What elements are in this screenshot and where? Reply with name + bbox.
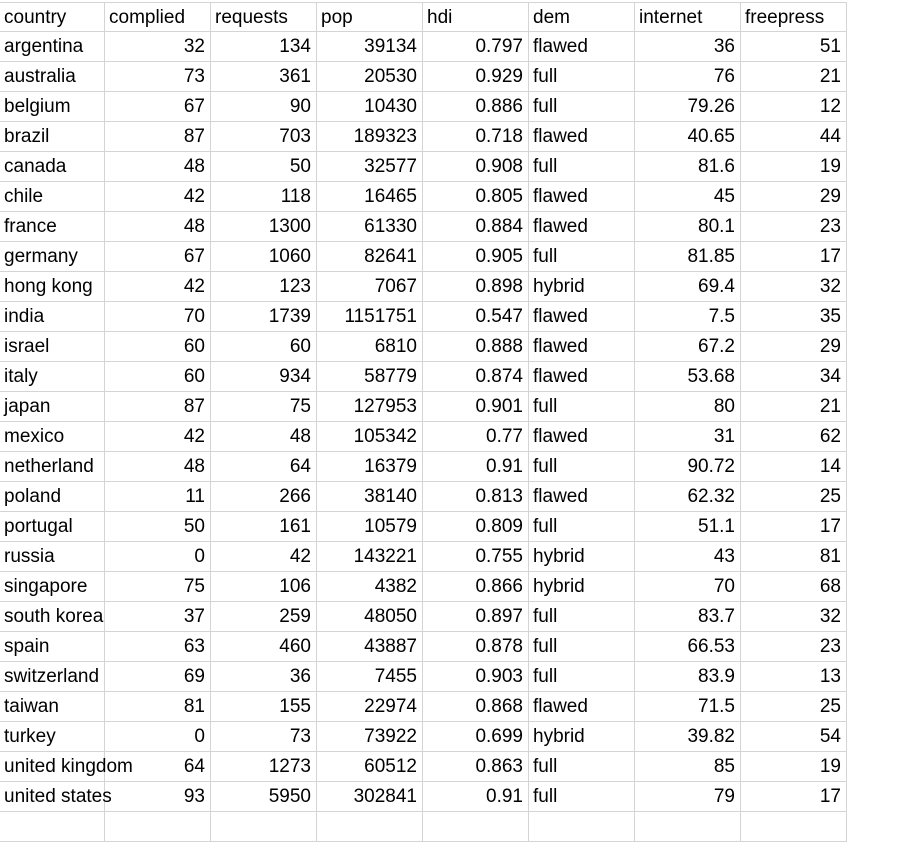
cell-freepress[interactable]: 14: [741, 452, 847, 482]
cell-dem[interactable]: full: [529, 242, 635, 272]
cell-requests[interactable]: 1273: [211, 752, 317, 782]
table-row: [0, 62, 904, 92]
cell-pop[interactable]: 6810: [317, 332, 423, 362]
cell-country[interactable]: spain: [0, 632, 105, 662]
cell-requests[interactable]: 155: [211, 692, 317, 722]
cell-freepress[interactable]: 29: [741, 332, 847, 362]
cell-pop[interactable]: 32577: [317, 152, 423, 182]
cell-dem[interactable]: full: [529, 62, 635, 92]
cell-pop[interactable]: 20530: [317, 62, 423, 92]
cell-dem[interactable]: full: [529, 452, 635, 482]
cell-internet[interactable]: 85: [635, 752, 741, 782]
table-row: [0, 182, 904, 212]
cell-pop[interactable]: 60512: [317, 752, 423, 782]
cell-freepress[interactable]: 81: [741, 542, 847, 572]
column-header-pop[interactable]: pop: [317, 2, 423, 32]
cell-internet[interactable]: 71.5: [635, 692, 741, 722]
column-header-hdi[interactable]: hdi: [423, 2, 529, 32]
table-row: [0, 482, 904, 512]
table-row: [0, 602, 904, 632]
cell-complied[interactable]: 75: [105, 572, 211, 602]
cell-requests[interactable]: 460: [211, 632, 317, 662]
cell-freepress[interactable]: 13: [741, 662, 847, 692]
cell-internet[interactable]: 43: [635, 542, 741, 572]
cell-hdi[interactable]: 0.888: [423, 332, 529, 362]
cell-complied[interactable]: 73: [105, 62, 211, 92]
cell-complied[interactable]: 32: [105, 32, 211, 62]
cell-complied[interactable]: 93: [105, 782, 211, 812]
cell-country[interactable]: united kingdom: [0, 752, 105, 782]
cell-freepress[interactable]: 51: [741, 32, 847, 62]
cell-internet[interactable]: 39.82: [635, 722, 741, 752]
cell-hdi[interactable]: 0.866: [423, 572, 529, 602]
cell-requests[interactable]: 361: [211, 62, 317, 92]
cell-internet[interactable]: 62.32: [635, 482, 741, 512]
cell-hdi[interactable]: 0.868: [423, 692, 529, 722]
cell-complied[interactable]: 64: [105, 752, 211, 782]
cell-internet[interactable]: 80.1: [635, 212, 741, 242]
cell-freepress[interactable]: 29: [741, 182, 847, 212]
cell-country[interactable]: switzerland: [0, 662, 105, 692]
cell-internet[interactable]: 76: [635, 62, 741, 92]
cell-hdi[interactable]: 0.797: [423, 32, 529, 62]
cell-freepress[interactable]: 32: [741, 272, 847, 302]
cell-freepress[interactable]: [741, 812, 847, 842]
cell-hdi[interactable]: 0.755: [423, 542, 529, 572]
cell-dem[interactable]: hybrid: [529, 572, 635, 602]
cell-country[interactable]: south korea: [0, 602, 105, 632]
cell-country[interactable]: taiwan: [0, 692, 105, 722]
table-row: [0, 452, 904, 482]
cell-dem[interactable]: flawed: [529, 212, 635, 242]
cell-requests[interactable]: 48: [211, 422, 317, 452]
cell-country[interactable]: united states: [0, 782, 105, 812]
cell-hdi[interactable]: 0.547: [423, 302, 529, 332]
cell-complied[interactable]: 48: [105, 212, 211, 242]
cell-requests[interactable]: 1300: [211, 212, 317, 242]
table-row: [0, 812, 904, 842]
cell-country[interactable]: australia: [0, 62, 105, 92]
cell-freepress[interactable]: 44: [741, 122, 847, 152]
header-row: [0, 2, 904, 32]
table-row: [0, 392, 904, 422]
cell-internet[interactable]: 90.72: [635, 452, 741, 482]
cell-country[interactable]: canada: [0, 152, 105, 182]
cell-country[interactable]: france: [0, 212, 105, 242]
cell-complied[interactable]: [105, 812, 211, 842]
cell-pop[interactable]: 7067: [317, 272, 423, 302]
cell-freepress[interactable]: 25: [741, 482, 847, 512]
cell-requests[interactable]: 123: [211, 272, 317, 302]
cell-hdi[interactable]: 0.813: [423, 482, 529, 512]
cell-pop[interactable]: 4382: [317, 572, 423, 602]
cell-pop[interactable]: 22974: [317, 692, 423, 722]
cell-freepress[interactable]: 17: [741, 242, 847, 272]
cell-requests[interactable]: 134: [211, 32, 317, 62]
table-row: [0, 332, 904, 362]
cell-complied[interactable]: 37: [105, 602, 211, 632]
cell-freepress[interactable]: 19: [741, 152, 847, 182]
cell-pop[interactable]: 58779: [317, 362, 423, 392]
cell-country[interactable]: mexico: [0, 422, 105, 452]
cell-pop[interactable]: 16465: [317, 182, 423, 212]
cell-requests[interactable]: 106: [211, 572, 317, 602]
cell-country[interactable]: brazil: [0, 122, 105, 152]
cell-dem[interactable]: full: [529, 752, 635, 782]
cell-requests[interactable]: 161: [211, 512, 317, 542]
cell-dem[interactable]: flawed: [529, 32, 635, 62]
cell-freepress[interactable]: 62: [741, 422, 847, 452]
cell-country[interactable]: israel: [0, 332, 105, 362]
cell-complied[interactable]: 48: [105, 452, 211, 482]
cell-complied[interactable]: 48: [105, 152, 211, 182]
cell-hdi[interactable]: 0.91: [423, 782, 529, 812]
cell-complied[interactable]: 63: [105, 632, 211, 662]
cell-pop[interactable]: 302841: [317, 782, 423, 812]
column-header-complied[interactable]: complied: [105, 2, 211, 32]
cell-requests[interactable]: 259: [211, 602, 317, 632]
cell-hdi[interactable]: 0.905: [423, 242, 529, 272]
cell-hdi[interactable]: 0.863: [423, 752, 529, 782]
cell-country[interactable]: italy: [0, 362, 105, 392]
cell-dem[interactable]: full: [529, 152, 635, 182]
cell-freepress[interactable]: 23: [741, 632, 847, 662]
cell-hdi[interactable]: 0.874: [423, 362, 529, 392]
cell-internet[interactable]: 83.9: [635, 662, 741, 692]
cell-country[interactable]: russia: [0, 542, 105, 572]
cell-country[interactable]: germany: [0, 242, 105, 272]
cell-dem[interactable]: full: [529, 602, 635, 632]
cell-freepress[interactable]: 12: [741, 92, 847, 122]
cell-country[interactable]: argentina: [0, 32, 105, 62]
cell-internet[interactable]: 40.65: [635, 122, 741, 152]
cell-country[interactable]: belgium: [0, 92, 105, 122]
cell-requests[interactable]: 1739: [211, 302, 317, 332]
cell-dem[interactable]: full: [529, 512, 635, 542]
cell-freepress[interactable]: 17: [741, 512, 847, 542]
table-row: [0, 422, 904, 452]
cell-country[interactable]: japan: [0, 392, 105, 422]
cell-pop[interactable]: 127953: [317, 392, 423, 422]
cell-requests[interactable]: [211, 812, 317, 842]
cell-freepress[interactable]: 19: [741, 752, 847, 782]
cell-freepress[interactable]: 32: [741, 602, 847, 632]
cell-hdi[interactable]: [423, 812, 529, 842]
cell-country[interactable]: netherland: [0, 452, 105, 482]
cell-freepress[interactable]: 25: [741, 692, 847, 722]
cell-hdi[interactable]: 0.897: [423, 602, 529, 632]
cell-pop[interactable]: 73922: [317, 722, 423, 752]
cell-dem[interactable]: hybrid: [529, 272, 635, 302]
cell-complied[interactable]: 0: [105, 542, 211, 572]
table-row: [0, 512, 904, 542]
cell-hdi[interactable]: 0.91: [423, 452, 529, 482]
cell-requests[interactable]: 703: [211, 122, 317, 152]
cell-internet[interactable]: 81.85: [635, 242, 741, 272]
cell-requests[interactable]: 934: [211, 362, 317, 392]
table-row: [0, 662, 904, 692]
cell-pop[interactable]: 7455: [317, 662, 423, 692]
table-row: [0, 692, 904, 722]
cell-internet[interactable]: 79: [635, 782, 741, 812]
cell-freepress[interactable]: 54: [741, 722, 847, 752]
cell-complied[interactable]: 42: [105, 422, 211, 452]
cell-hdi[interactable]: 0.901: [423, 392, 529, 422]
cell-requests[interactable]: 36: [211, 662, 317, 692]
cell-dem[interactable]: full: [529, 392, 635, 422]
cell-internet[interactable]: 45: [635, 182, 741, 212]
cell-internet[interactable]: 31: [635, 422, 741, 452]
cell-pop[interactable]: [317, 812, 423, 842]
table-row: [0, 752, 904, 782]
cell-complied[interactable]: 42: [105, 272, 211, 302]
table-row: [0, 122, 904, 152]
cell-complied[interactable]: 67: [105, 242, 211, 272]
table-row: [0, 782, 904, 812]
cell-hdi[interactable]: 0.77: [423, 422, 529, 452]
cell-internet[interactable]: 83.7: [635, 602, 741, 632]
cell-internet[interactable]: 79.26: [635, 92, 741, 122]
cell-dem[interactable]: hybrid: [529, 722, 635, 752]
cell-freepress[interactable]: 17: [741, 782, 847, 812]
table-row: [0, 302, 904, 332]
cell-internet[interactable]: 69.4: [635, 272, 741, 302]
column-header-freepress[interactable]: freepress: [741, 2, 847, 32]
cell-country[interactable]: chile: [0, 182, 105, 212]
cell-dem[interactable]: flawed: [529, 122, 635, 152]
table-row: [0, 572, 904, 602]
cell-country[interactable]: poland: [0, 482, 105, 512]
cell-dem[interactable]: flawed: [529, 482, 635, 512]
table-row: [0, 362, 904, 392]
cell-internet[interactable]: 67.2: [635, 332, 741, 362]
cell-complied[interactable]: 42: [105, 182, 211, 212]
cell-complied[interactable]: 60: [105, 362, 211, 392]
cell-country[interactable]: india: [0, 302, 105, 332]
cell-hdi[interactable]: 0.884: [423, 212, 529, 242]
cell-internet[interactable]: 81.6: [635, 152, 741, 182]
cell-complied[interactable]: 87: [105, 392, 211, 422]
cell-requests[interactable]: 75: [211, 392, 317, 422]
cell-internet[interactable]: [635, 812, 741, 842]
cell-pop[interactable]: 39134: [317, 32, 423, 62]
cell-dem[interactable]: flawed: [529, 302, 635, 332]
cell-hdi[interactable]: 0.718: [423, 122, 529, 152]
cell-country[interactable]: portugal: [0, 512, 105, 542]
cell-requests[interactable]: 90: [211, 92, 317, 122]
cell-internet[interactable]: 80: [635, 392, 741, 422]
cell-requests[interactable]: 266: [211, 482, 317, 512]
cell-country[interactable]: hong kong: [0, 272, 105, 302]
table-row: [0, 272, 904, 302]
table-row: [0, 242, 904, 272]
cell-country[interactable]: [0, 812, 105, 842]
table-row: [0, 152, 904, 182]
cell-hdi[interactable]: 0.699: [423, 722, 529, 752]
table-row: [0, 632, 904, 662]
cell-complied[interactable]: 70: [105, 302, 211, 332]
cell-hdi[interactable]: 0.903: [423, 662, 529, 692]
cell-requests[interactable]: 5950: [211, 782, 317, 812]
cell-freepress[interactable]: 21: [741, 392, 847, 422]
cell-hdi[interactable]: 0.908: [423, 152, 529, 182]
cell-country[interactable]: singapore: [0, 572, 105, 602]
cell-country[interactable]: turkey: [0, 722, 105, 752]
cell-dem[interactable]: flawed: [529, 332, 635, 362]
cell-requests[interactable]: 118: [211, 182, 317, 212]
cell-complied[interactable]: 67: [105, 92, 211, 122]
cell-pop[interactable]: 189323: [317, 122, 423, 152]
cell-internet[interactable]: 7.5: [635, 302, 741, 332]
cell-requests[interactable]: 42: [211, 542, 317, 572]
table-row: [0, 212, 904, 242]
cell-complied[interactable]: 69: [105, 662, 211, 692]
cell-hdi[interactable]: 0.886: [423, 92, 529, 122]
cell-freepress[interactable]: 35: [741, 302, 847, 332]
cell-freepress[interactable]: 34: [741, 362, 847, 392]
cell-pop[interactable]: 82641: [317, 242, 423, 272]
cell-pop[interactable]: 143221: [317, 542, 423, 572]
cell-pop[interactable]: 105342: [317, 422, 423, 452]
cell-dem[interactable]: hybrid: [529, 542, 635, 572]
table-row: [0, 92, 904, 122]
cell-dem[interactable]: full: [529, 662, 635, 692]
cell-requests[interactable]: 1060: [211, 242, 317, 272]
cell-pop[interactable]: 10579: [317, 512, 423, 542]
cell-internet[interactable]: 36: [635, 32, 741, 62]
cell-pop[interactable]: 1151751: [317, 302, 423, 332]
cell-pop[interactable]: 10430: [317, 92, 423, 122]
cell-dem[interactable]: flawed: [529, 362, 635, 392]
cell-pop[interactable]: 16379: [317, 452, 423, 482]
cell-internet[interactable]: 66.53: [635, 632, 741, 662]
cell-freepress[interactable]: 23: [741, 212, 847, 242]
cell-requests[interactable]: 50: [211, 152, 317, 182]
cell-hdi[interactable]: 0.805: [423, 182, 529, 212]
cell-hdi[interactable]: 0.878: [423, 632, 529, 662]
column-header-country[interactable]: country: [0, 2, 105, 32]
cell-dem[interactable]: flawed: [529, 182, 635, 212]
cell-freepress[interactable]: 21: [741, 62, 847, 92]
cell-hdi[interactable]: 0.898: [423, 272, 529, 302]
table-row: [0, 32, 904, 62]
cell-dem[interactable]: full: [529, 782, 635, 812]
cell-dem[interactable]: flawed: [529, 692, 635, 722]
cell-freepress[interactable]: 68: [741, 572, 847, 602]
cell-requests[interactable]: 60: [211, 332, 317, 362]
cell-internet[interactable]: 70: [635, 572, 741, 602]
cell-complied[interactable]: 81: [105, 692, 211, 722]
cell-dem[interactable]: full: [529, 92, 635, 122]
table-row: [0, 542, 904, 572]
column-header-requests[interactable]: requests: [211, 2, 317, 32]
cell-requests[interactable]: 73: [211, 722, 317, 752]
cell-pop[interactable]: 43887: [317, 632, 423, 662]
cell-complied[interactable]: 11: [105, 482, 211, 512]
cell-dem[interactable]: full: [529, 632, 635, 662]
cell-dem[interactable]: [529, 812, 635, 842]
cell-dem[interactable]: flawed: [529, 422, 635, 452]
cell-hdi[interactable]: 0.809: [423, 512, 529, 542]
cell-complied[interactable]: 50: [105, 512, 211, 542]
cell-pop[interactable]: 48050: [317, 602, 423, 632]
cell-internet[interactable]: 51.1: [635, 512, 741, 542]
column-header-dem[interactable]: dem: [529, 2, 635, 32]
cell-internet[interactable]: 53.68: [635, 362, 741, 392]
cell-requests[interactable]: 64: [211, 452, 317, 482]
cell-complied[interactable]: 0: [105, 722, 211, 752]
cell-complied[interactable]: 87: [105, 122, 211, 152]
cell-complied[interactable]: 60: [105, 332, 211, 362]
cell-pop[interactable]: 38140: [317, 482, 423, 512]
cell-hdi[interactable]: 0.929: [423, 62, 529, 92]
cell-pop[interactable]: 61330: [317, 212, 423, 242]
column-header-internet[interactable]: internet: [635, 2, 741, 32]
table-row: [0, 722, 904, 752]
